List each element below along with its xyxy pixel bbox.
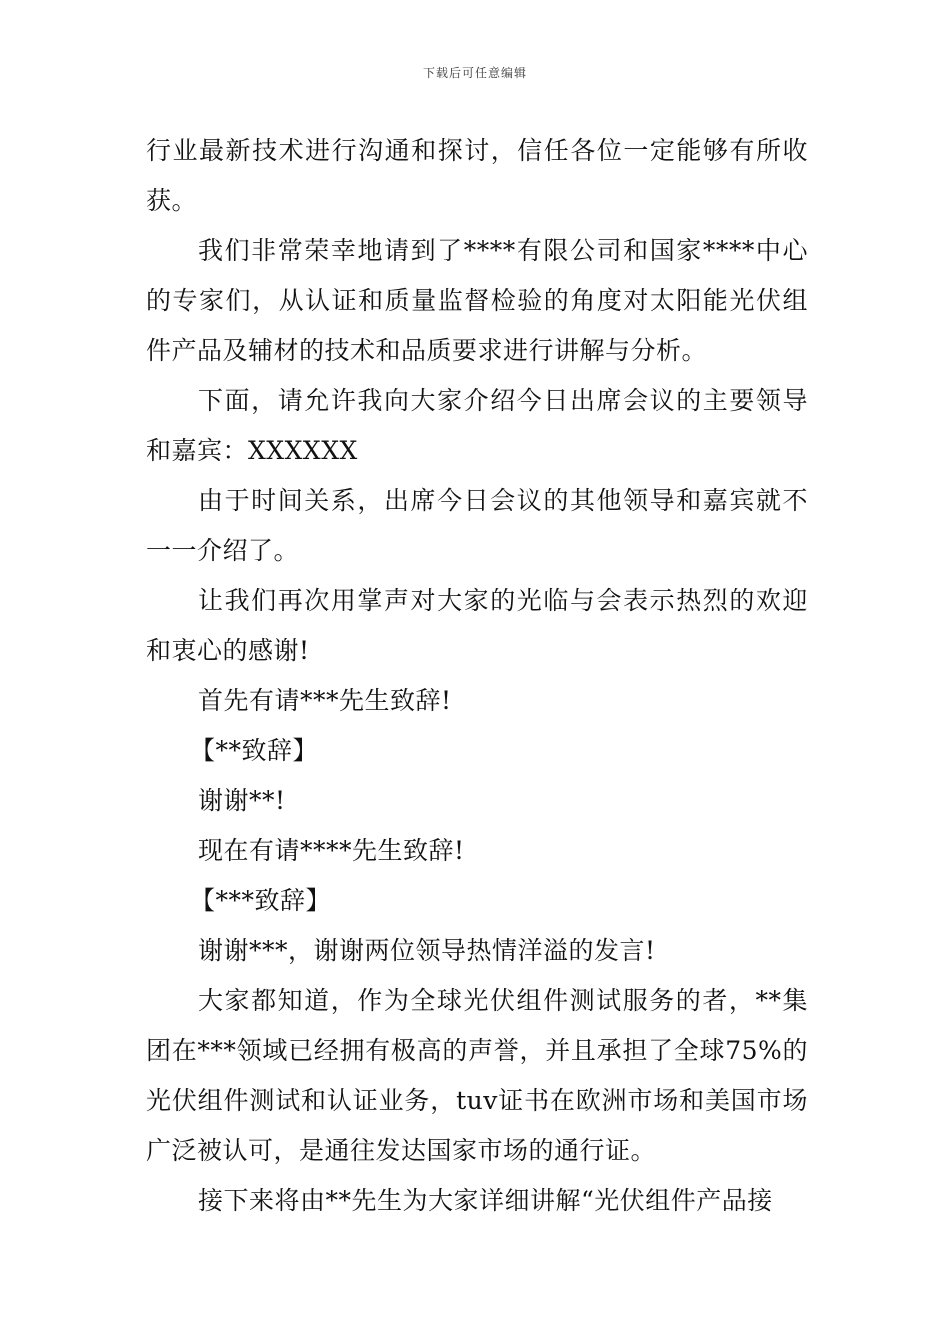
paragraph-13: 接下来将由**先生为大家详细讲解“光伏组件产品接 <box>198 1186 773 1215</box>
paragraph-10: 【***致辞】 <box>190 886 332 915</box>
paragraph-5: 让我们再次用掌声对大家的光临与会表示热烈的欢迎和衷心的感谢! <box>146 586 808 665</box>
paragraph-8: 谢谢**! <box>198 786 286 815</box>
paragraph-7: 【**致辞】 <box>190 736 319 765</box>
paragraph-2: 我们非常荣幸地请到了****有限公司和国家****中心的专家们，从认证和质量监督检验的角度对太阳能光伏组件产品及辅材的技术和品质要求进行讲解与分析。 <box>146 236 808 365</box>
paragraph-3: 下面，请允许我向大家介绍今日出席会议的主要领导和嘉宾：XXXXXX <box>146 386 808 465</box>
page-header: 下载后可任意编辑 <box>422 66 527 80</box>
document-body <box>146 126 808 1226</box>
paragraph-4: 由于时间关系，出席今日会议的其他领导和嘉宾就不一一介绍了。 <box>146 486 808 565</box>
paragraph-12: 大家都知道，作为全球光伏组件测试服务的者，**集团在***领域已经拥有极高的声誉，并且承担了全球75%的光伏组件测试和认证业务，tuv证书在欧洲市场和美国市场广泛被认可，是通往发达国家市场的通行证。 <box>146 986 808 1165</box>
paragraph-1: 行业最新技术进行沟通和探讨，信任各位一定能够有所收获。 <box>146 136 808 215</box>
paragraph-6: 首先有请***先生致辞! <box>198 686 452 715</box>
paragraph-11: 谢谢***，谢谢两位领导热情洋溢的发言! <box>198 936 656 965</box>
paragraph-9: 现在有请****先生致辞! <box>198 836 465 865</box>
